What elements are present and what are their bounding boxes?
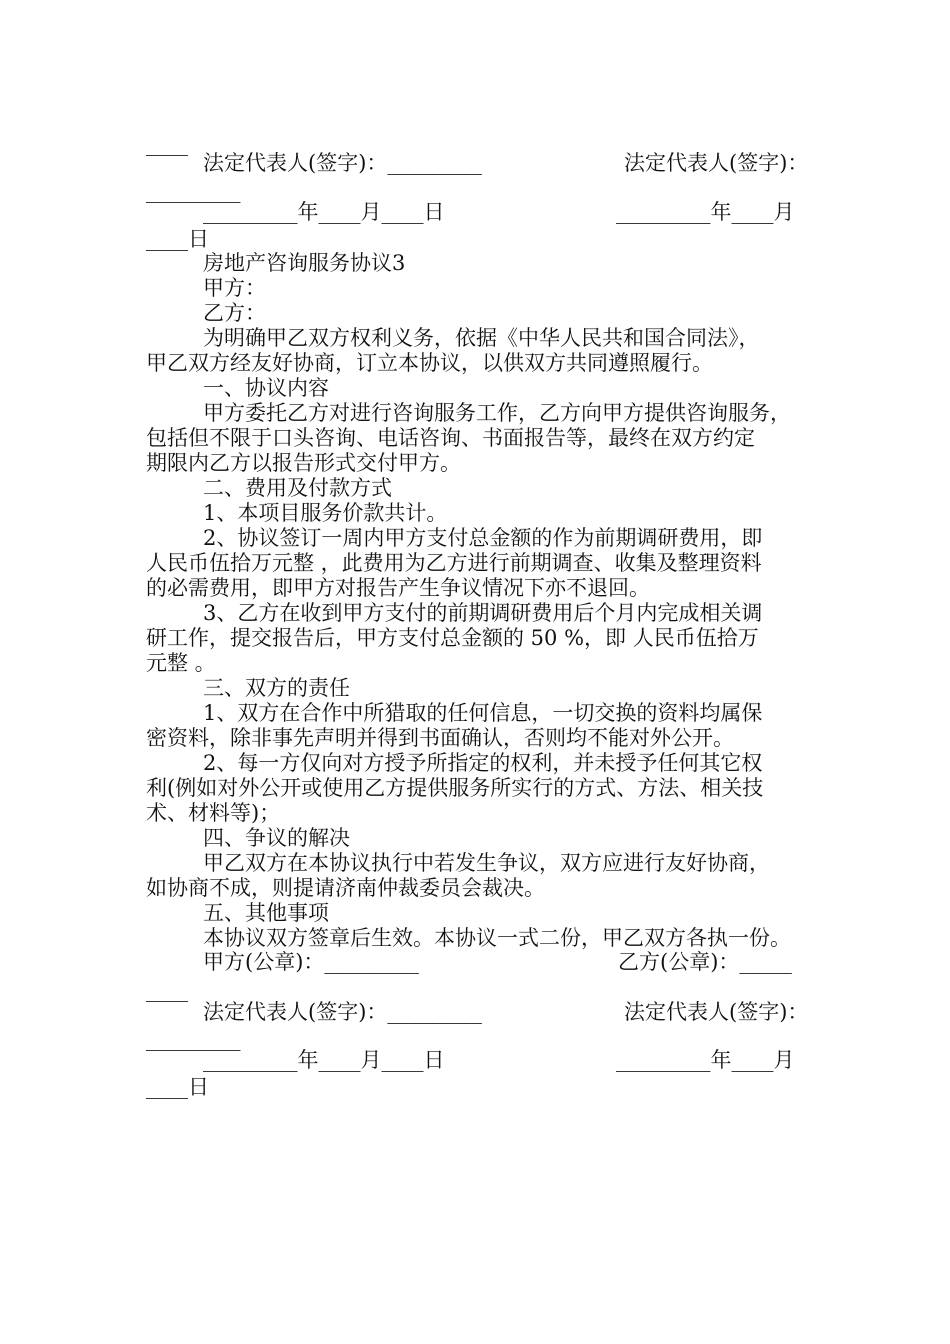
party-a: 甲方：: [203, 276, 266, 300]
section-1-heading: 一、协议内容: [203, 376, 329, 400]
section-3-item-2: 利(例如对外公开或使用乙方提供服务所实行的方式、方法、相关技: [146, 776, 764, 800]
sign-continuation: _________: [146, 179, 241, 203]
section-2-item-1: 1、本项目服务价款共计。: [203, 501, 448, 525]
intro-line-1: 为明确甲乙双方权利义务，依据《中华人民共和国合同法》，: [203, 326, 760, 350]
legal-rep-sign-right: 法定代表人(签字)：: [624, 151, 809, 175]
dash-line: ____: [146, 132, 188, 156]
date-left: _________年____月____日: [203, 200, 445, 224]
date-left: _________年____月____日: [203, 1048, 445, 1072]
section-1-line: 甲方委托乙方对进行咨询服务工作，乙方向甲方提供咨询服务，: [203, 401, 791, 425]
intro-line-2: 甲乙双方经友好协商，订立本协议，以供双方共同遵照履行。: [146, 351, 713, 375]
section-2-heading: 二、费用及付款方式: [203, 476, 392, 500]
section-5-heading: 五、其他事项: [203, 901, 329, 925]
section-4-line: 甲乙双方在本协议执行中若发生争议，双方应进行友好协商，: [203, 851, 770, 875]
section-3-heading: 三、双方的责任: [203, 676, 350, 700]
section-1-line: 包括但不限于口头咨询、电话咨询、书面报告等，最终在双方约定: [146, 426, 755, 450]
party-b-seal: 乙方(公章)：_____: [618, 950, 792, 974]
section-2-item-3: 3、乙方在收到甲方支付的前期调研费用后个月内完成相关调: [203, 601, 763, 625]
legal-rep-sign-right: 法定代表人(签字)：: [624, 1000, 809, 1024]
party-b: 乙方：: [203, 301, 266, 325]
section-4-line: 如协商不成，则提请济南仲裁委员会裁决。: [146, 876, 545, 900]
section-4-heading: 四、争议的解决: [203, 826, 350, 850]
document-title: 房地产咨询服务协议3: [203, 251, 406, 275]
section-2-item-3: 研工作，提交报告后，甲方支付总金额的 50 %，即 人民币伍拾万: [146, 626, 759, 650]
section-3-item-1: 密资料，除非事先声明并得到书面确认，否则均不能对外公开。: [146, 726, 734, 750]
section-2-item-2: 2、协议签订一周内甲方支付总金额的作为前期调研费用，即: [203, 526, 763, 550]
date-right: _________年____月: [616, 1048, 795, 1072]
legal-rep-sign-left: 法定代表人(签字)：_________: [203, 1000, 482, 1024]
section-3-item-2: 2、每一方仅向对方授予所指定的权利，并未授予任何其它权: [203, 751, 763, 775]
section-3-item-1: 1、双方在合作中所猎取的任何信息，一切交换的资料均属保: [203, 701, 763, 725]
date-continuation: ____日: [146, 227, 209, 251]
date-right: _________年____月: [616, 200, 795, 224]
section-2-item-3: 元整 。: [146, 651, 216, 675]
legal-rep-sign-left: 法定代表人(签字)：_________: [203, 151, 482, 175]
sign-continuation: _________: [146, 1027, 241, 1051]
section-5-line: 本协议双方签章后生效。本协议一式二份，甲乙双方各执一份。: [203, 926, 791, 950]
date-continuation: ____日: [146, 1075, 209, 1099]
section-1-line: 期限内乙方以报告形式交付甲方。: [146, 451, 461, 475]
section-2-item-2: 的必需费用，即甲方对报告产生争议情况下亦不退回。: [146, 576, 650, 600]
section-2-item-2: 人民币伍拾万元整 ，此费用为乙方进行前期调查、收集及整理资料: [146, 551, 762, 575]
party-a-seal: 甲方(公章)：_________: [203, 950, 419, 974]
dash-line: ____: [146, 978, 188, 1002]
section-3-item-2: 术、材料等)；: [146, 801, 281, 825]
